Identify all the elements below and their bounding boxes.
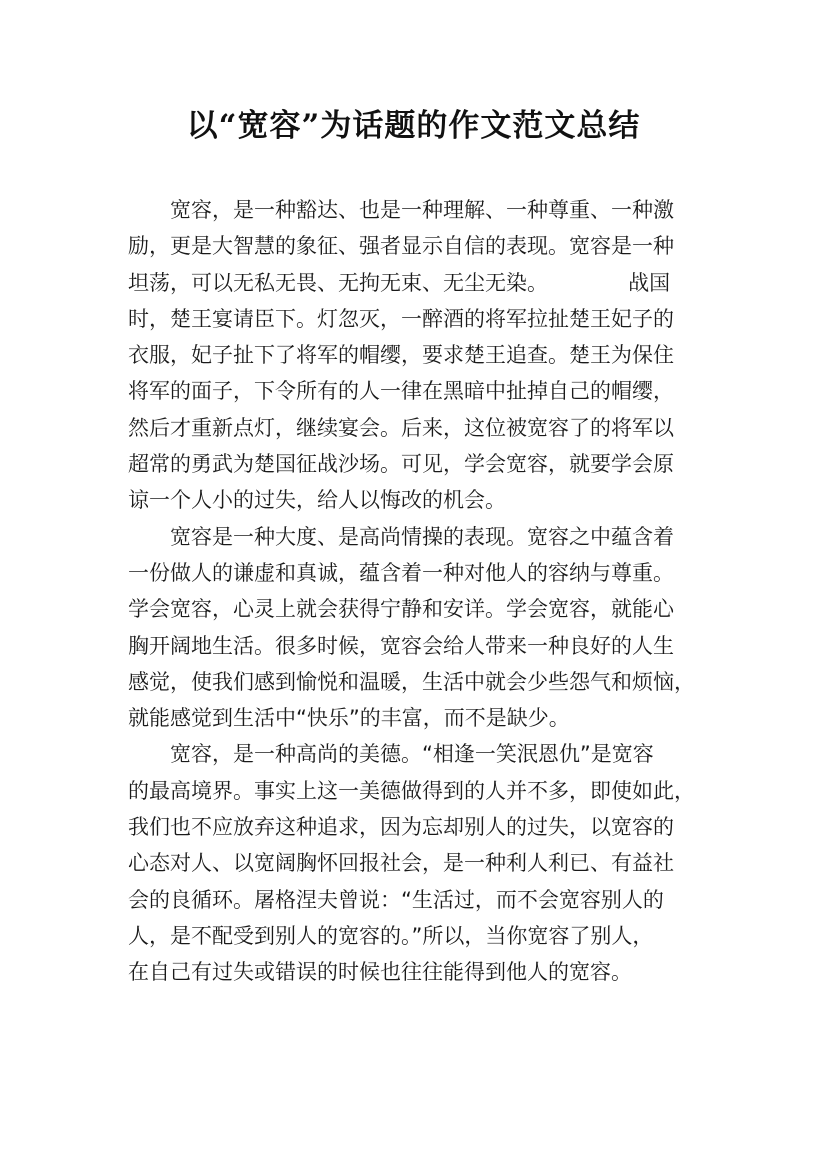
text-line: 会的良循环。屠格涅夫曾说：“生活过，而不会宽容别人的: [128, 887, 664, 912]
text-line: 学会宽容，心灵上就会获得宁静和安详。学会宽容，就能心: [128, 597, 674, 622]
document-body: [128, 192, 708, 991]
text-line: 一份做人的谦虚和真诚，蕴含着一种对他人的容纳与尊重。: [128, 560, 674, 585]
text-line: 在自己有过失或错误的时候也往往能得到他人的宽容。: [128, 960, 632, 985]
text-line: 衣服，妃子扯下了将军的帽缨，要求楚王追查。楚王为保住: [128, 343, 674, 368]
paragraph: [128, 192, 708, 519]
text-line: 将军的面子，下令所有的人一律在黑暗中扯掉自己的帽缨，: [128, 379, 674, 404]
paragraph: [128, 736, 708, 990]
text-line: 宽容，是一种豁达、也是一种理解、一种尊重、一种激: [170, 198, 674, 222]
text-line: 感觉，使我们感到愉悦和温暖，生活中就会少些怨气和烦恼，: [128, 669, 695, 694]
text-line: 的最高境界。事实上这一美德做得到的人并不多，即使如此，: [128, 778, 695, 803]
text-line: 然后才重新点灯，继续宴会。后来，这位被宽容了的将军以: [128, 415, 674, 440]
text-line: 谅一个人小的过失，给人以悔改的机会。: [128, 488, 506, 513]
paragraph: [128, 519, 708, 737]
text-line: 我们也不应放弃这种追求，因为忘却别人的过失，以宽容的: [128, 815, 674, 840]
text-line: 人，是不配受到别人的宽容的。”所以，当你宽容了别人，: [128, 923, 654, 948]
text-line: 超常的勇武为楚国征战沙场。可见，学会宽容，就要学会原: [128, 452, 674, 477]
text-line: 心态对人、以宽阔胸怀回报社会，是一种利人利已、有益社: [128, 851, 674, 876]
text-line: 胸开阔地生活。很多时候，宽容会给人带来一种良好的人生: [128, 633, 674, 658]
text-line: 时，楚王宴请臣下。灯忽灭，一醉酒的将军拉扯楚王妃子的: [128, 306, 674, 331]
text-line: 就能感觉到生活中“快乐”的丰富，而不是缺少。: [128, 706, 570, 731]
text-line: 宽容是一种大度、是高尚情操的表现。宽容之中蕴含着: [170, 524, 674, 549]
text-line: 坦荡，可以无私无畏、无拘无束、无尘无染。 战国: [128, 270, 671, 295]
text-line: 励，更是大智慧的象征、强者显示自信的表现。宽容是一种: [128, 234, 674, 259]
document-title: 以“宽容”为话题的作文范文总结: [186, 108, 641, 144]
text-line: 宽容，是一种高尚的美德。“相逢一笑泯恩仇”是宽容: [170, 742, 654, 767]
